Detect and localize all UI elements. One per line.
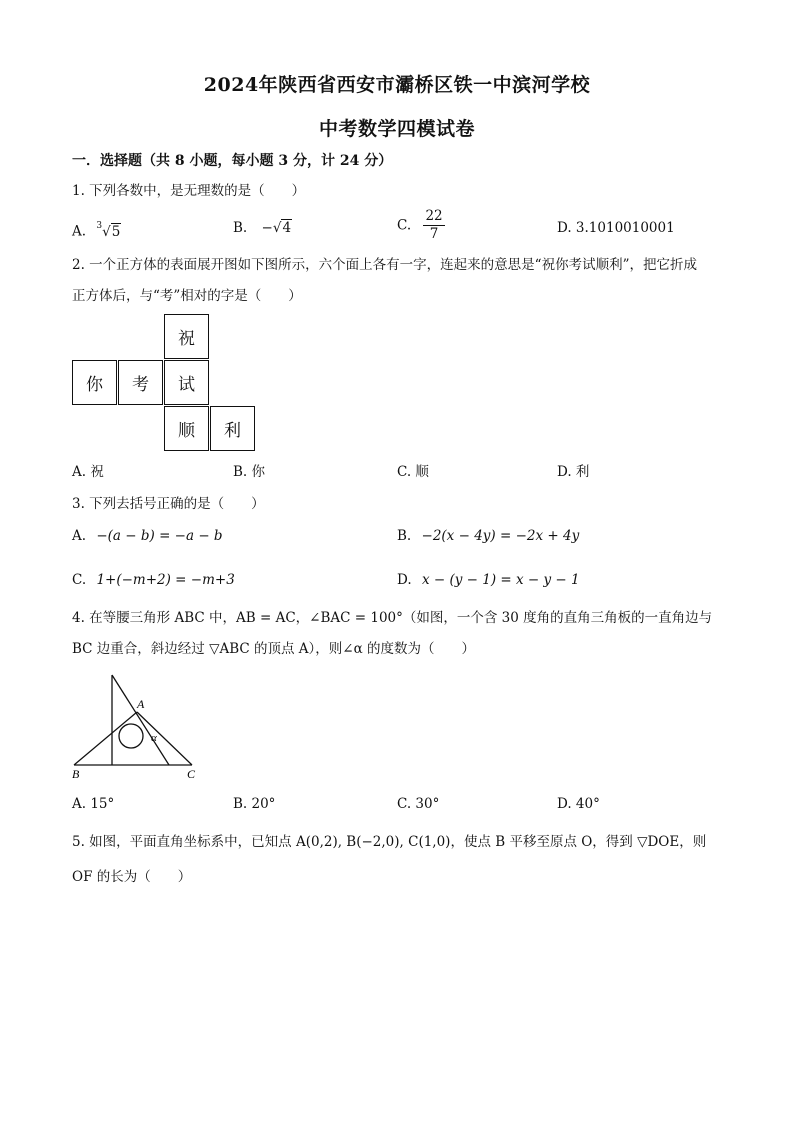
label-alpha: α: [151, 732, 157, 744]
q1-option-a: A. $^3$√5: [72, 221, 121, 240]
question-2-stem-line1: 2. 一个正方体的表面展开图如下图所示，六个面上各有一字，连起来的意思是“祝你考试顺利”，把它折成: [72, 257, 697, 273]
net-cell-shi: 试: [164, 360, 209, 405]
q3-option-b: [397, 526, 579, 546]
q1-a-root-index: 3: [96, 221, 103, 231]
net-cell-ni: 你: [72, 360, 117, 405]
exam-title: 2024年陕西省西安市灞桥区铁一中滨河学校: [203, 74, 591, 96]
q1-a-label: A.: [72, 223, 87, 240]
question-2-stem-line2: 正方体后，与“考”相对的字是（ ）: [72, 288, 302, 304]
q3-a-label: A.: [72, 528, 87, 544]
q1-c-fraction: [423, 208, 444, 243]
q1-option-b: B. −√4: [233, 220, 292, 236]
q4-option-d: D. 40°: [557, 796, 600, 812]
section-heading: 一．选择题（共 8 小题，每小题 3 分，计 24 分）: [72, 153, 393, 169]
set-square-hypotenuse: [112, 675, 169, 765]
question-1-stem: 1. 下列各数中，是无理数的是（ ）: [72, 183, 306, 199]
q1-option-c: [397, 208, 445, 243]
q4-option-b: B. 20°: [233, 796, 276, 812]
question-5-stem-line2: OF 的长为（ ）: [72, 869, 192, 885]
triangle-figure: [66, 668, 216, 783]
q2-option-a: A. 祝: [72, 464, 104, 480]
q3-b-label: B.: [397, 528, 412, 544]
net-cell-kao: 考: [118, 360, 163, 405]
q3-d-label: D.: [397, 572, 412, 588]
side-ab: [74, 712, 137, 765]
net-cell-shun: 顺: [164, 406, 209, 451]
label-b: B: [72, 767, 80, 781]
q3-option-a: [72, 526, 223, 546]
question-4-stem-line2: BC 边重合，斜边经过 ▽ABC 的顶点 A），则∠α 的度数为（ ）: [72, 641, 476, 657]
q3-a-expression: −(a − b) = −a − b: [96, 528, 223, 544]
q3-c-expression: 1+(−m+2) = −m+3: [96, 572, 235, 588]
net-cell-li: 利: [210, 406, 255, 451]
q1-c-denominator: 7: [429, 226, 439, 242]
q1-c-label: C.: [397, 217, 412, 234]
q1-b-sign: −: [261, 220, 273, 236]
q2-option-c: C. 顺: [397, 464, 429, 480]
question-3-stem: 3. 下列去括号正确的是（ ）: [72, 496, 265, 512]
q3-b-expression: −2(x − 4y) = −2x + 4y: [421, 528, 580, 544]
q3-c-label: C.: [72, 572, 87, 588]
q1-option-d: D. 3.1010010001: [557, 220, 675, 236]
question-5-stem-line1: 5. 如图，平面直角坐标系中，已知点 A(0,2), B(−2,0), C(1,0)，使点 B 平移至原点 O，得到 ▽DOE，则: [72, 834, 707, 850]
q3-option-c: [72, 570, 235, 590]
q2-option-b: B. 你: [233, 464, 266, 480]
q3-d-expression: x − (y − 1) = x − y − 1: [421, 572, 580, 588]
set-square-hole: [119, 724, 143, 748]
exam-subtitle: 中考数学四模试卷: [318, 118, 475, 140]
label-c: C: [187, 767, 196, 781]
q4-option-c: C. 30°: [397, 796, 440, 812]
q1-a-radicand: 5: [111, 223, 121, 240]
q3-option-d: [397, 570, 580, 590]
q1-b-radicand: 4: [282, 220, 292, 236]
question-4-stem-line1: 4. 在等腰三角形 ABC 中，AB = AC，∠BAC = 100°（如图，一个含 30 度角的直角三角板的一直角边与: [72, 610, 713, 626]
q4-option-a: A. 15°: [72, 796, 115, 812]
q2-option-d: D. 利: [557, 464, 590, 480]
net-cell-zhu: 祝: [164, 314, 209, 359]
q1-b-label: B.: [233, 220, 248, 236]
q1-c-numerator: 22: [425, 208, 443, 224]
label-a: A: [137, 697, 145, 711]
